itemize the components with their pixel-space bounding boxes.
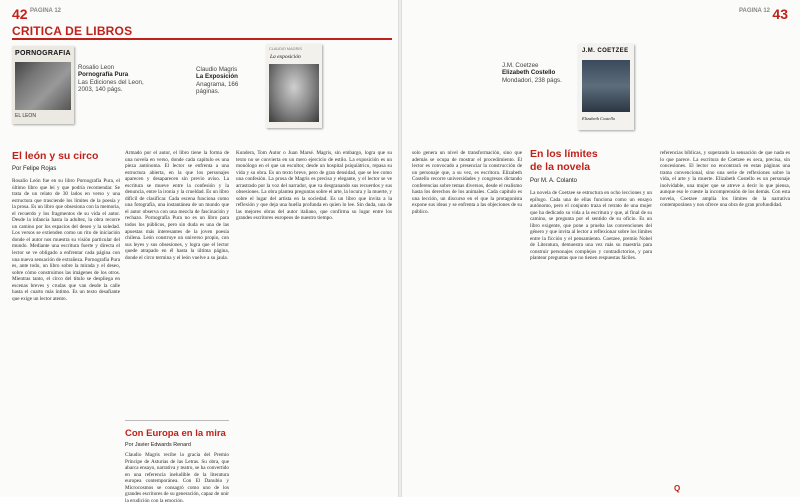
article-column-1: solo genera un nivel de transformación, sino que además se ocupa de mostrar el procedimiento. El lector es convocado a presenciar la construcción de un personaje que, a su vez, es escritora. Elizabeth Costello recorre universidades y congresos dictando conferencias sobre temas diversos, desde el realismo hasta los derechos de los animales. Cada capítulo es una lección, un discurso en el que la protagonista expone sus ideas y se enfrenta a las objeciones de su público. xyxy=(412,150,522,215)
cover-subtitle: EL LEON xyxy=(15,113,36,119)
article-title-limites-2: de la novela xyxy=(530,161,591,173)
book-author: J.M. Coetzee xyxy=(502,62,539,69)
article-column-1: Rosalío León fue en su libro Pornografía Pura, el último libro que leí y que podría recomendar. Se trata de un relato de 30 lados en verso y una estructura que trasciende los límites de la poesía y la prosa. Es un libro que obsesiona con la memoria, el recuerdo y los fragmentos de su vida el autor. Desde la infancia hasta la adultez, la obra recorre un camino por los espacios del deseo y la soledad. Los versos se extienden como un rito de iniciación donde el autor nos muestra su visión particular del mundo. Mediante una escritura fuerte y directa el lector se ve obligado a enfrentar cada página con una nueva sensación de extrañeza. Pornografía Pura es, ante todo, un libro sobre la mirada y el deseo, sobre cómo construimos las imágenes de los otros. Mientras tanto, el circo del título se despliega en escenas breves y crudas que van desde la calle hasta el cuarto más íntimo. Es un texto desafiante que exige un lector atento. xyxy=(12,178,120,302)
article-divider xyxy=(125,420,229,421)
magazine-logo-right: PAGINA 12 xyxy=(738,8,770,14)
book-details: Mondadori, 238 págs. xyxy=(502,76,562,84)
book-info-costello xyxy=(502,62,574,84)
article-column-2: Armado por el autor, el libro tiene la forma de una novela en verso, donde cada capítulo es una pieza autónoma. El lector se enfrenta a una estructura abierta, en la que los personajes aparecen y desaparecen sin previo aviso. La escritura se mueve entre la confesión y la denuncia, entre la ironía y la crueldad. Es un libro difícil de clasificar. Cada escena funciona como una fotografía, una instantánea de un mundo que el autor observa con una mezcla de fascinación y rechazo. Pornografía Pura no es un libro para todos los públicos, pero sin duda es una de las apuestas más interesantes de la joven poesía chilena. León construye un universo propio, con sus leyes y sus obsesiones, y logra que el lector quede atrapado en él hasta la última página, donde el circo termina y el león vuelve a su jaula. xyxy=(125,150,229,261)
article-title-europa: Con Europa en la mira xyxy=(125,428,226,439)
cover-photo xyxy=(15,62,71,110)
section-title: CRITICA DE LIBROS xyxy=(12,24,133,38)
cover-header: CLAUDIO MAGRIS xyxy=(269,47,302,51)
article-title-limites-1: En los límites xyxy=(530,148,598,160)
book-details: Las Ediciones del Leon, 2003, 140 págs. xyxy=(78,78,144,94)
article-column-europa: Claudio Magris recibe la gracia del Premio Príncipe de Asturias de las Letras. Su obra, que abarca ensayo, narrativa y teatro, se ha convertido en una referencia ineludible de la literatura europea contemporánea. Con El Danubio y Microcosmos se consagró como uno de los grandes escritores de su generación, capaz de unir la erudición con la emoción. xyxy=(125,452,229,504)
page-number-left: 42 xyxy=(12,6,28,22)
page-number-right: 43 xyxy=(772,6,788,22)
cover-photo xyxy=(269,64,319,122)
cover-photo xyxy=(582,60,630,112)
book-cover-exposicion xyxy=(266,44,322,128)
cover-title: PORNOGRAFIA xyxy=(15,50,71,57)
article-title-el-leon: El león y su circo xyxy=(12,150,99,162)
book-title: Pornografía Pura xyxy=(78,71,129,79)
book-details: Anagrama, 166 páginas. xyxy=(196,80,239,96)
section-divider xyxy=(12,38,392,40)
book-info-pornografia xyxy=(78,64,144,94)
article-byline: Por Javier Edwards Renard xyxy=(125,442,191,448)
cover-brand: J.M. COETZEE xyxy=(582,48,629,54)
book-cover-pornografia xyxy=(12,46,74,124)
book-cover-costello xyxy=(578,44,634,130)
cover-subtitle: Elizabeth Costello xyxy=(582,116,616,121)
magazine-logo-left: PAGINA 12 xyxy=(30,8,62,14)
book-title: Elizabeth Costello xyxy=(502,69,556,77)
book-info-exposicion xyxy=(196,66,262,96)
book-title: La Exposición xyxy=(196,73,238,81)
article-byline: Por M. A. Colanto xyxy=(530,178,578,184)
article-column-3: Kundera, Tom Autor o Juan Marsé. Magris, sin embargo, logra que su texto no se convierta en un mero ejercicio de estilo. La exposición es un monólogo en el que un escultor, desde un hospital psiquiátrico, repasa su vida y su obra. Es un texto breve, pero de gran densidad, que se lee como una confesión. La prosa de Magris es precisa y elegante, y el lector se ve arrastrado por la voz del narrador, que va desgranando sus recuerdos y sus obsesiones. La obra plantea preguntas sobre el arte, la locura y la muerte, y sobre el lugar del artista en la sociedad. Es un libro que invita a la reflexión y que deja una huella profunda en quien lo lee. Sin duda, una de las mejores obras del autor italiano, que confirma su lugar entre los grandes escritores europeos de nuestro tiempo. xyxy=(236,150,392,222)
article-column-3: referencias bíblicas, y superando la sensación de que nada es lo que parece. La escritura de Coetzee es seca, precisa, sin concesiones. El lector no encontrará en estas páginas una trama convencional, sino una serie de reflexiones sobre la vida, el arte y la muerte. Elizabeth Costello es un personaje inolvidable, una mujer que se atreve a decir lo que piensa, aunque eso le cueste la incomprensión de los demás. Con esta novela, Coetzee amplía los límites de la narrativa contemporánea y nos ofrece una obra de gran profundidad. xyxy=(660,150,790,209)
book-author: Rosalio Leon xyxy=(78,64,115,71)
right-page xyxy=(402,0,800,497)
cover-title: La exposición xyxy=(270,54,301,60)
article-column-2: La novela de Coetzee se estructura en ocho lecciones y un epílogo. Cada una de ellas funciona como un ensayo autónomo, pero el conjunto traza el retrato de una mujer que ha dedicado su vida a la escritura y que, al final de su camino, se pregunta por el sentido de su oficio. Es un libro exigente, que pone a prueba las convenciones del género y que invita al lector a reflexionar sobre los límites entre la ficción y el pensamiento. Coetzee, premio Nobel de Literatura, demuestra una vez más su maestría para construir personajes complejos y contradictorios, y para plantear preguntas que no tienen respuestas fáciles. xyxy=(530,190,652,262)
left-page xyxy=(0,0,398,504)
end-mark-icon: Q xyxy=(674,484,681,493)
article-byline: Por Felipe Rojas xyxy=(12,166,57,172)
book-author: Claudio Magris xyxy=(196,66,238,73)
